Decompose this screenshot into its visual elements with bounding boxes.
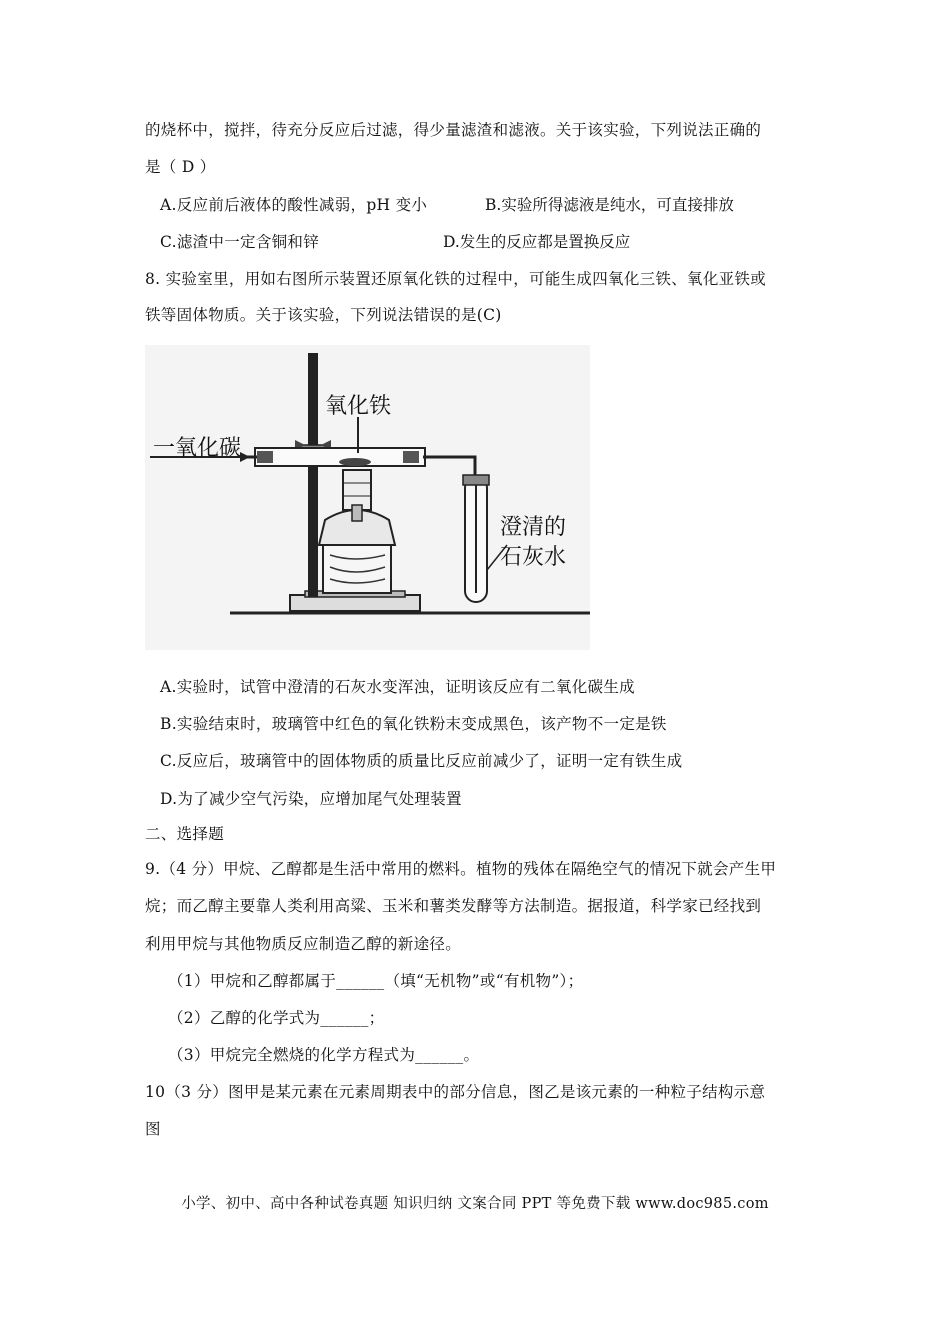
q9-subquestion-2: （2）乙醇的化学式为______； bbox=[168, 1009, 385, 1027]
q8-option-d: D.为了减少空气污染，应增加尾气处理装置 bbox=[160, 790, 462, 808]
label-limewater-line2: 石灰水 bbox=[500, 545, 567, 570]
q8-option-c: C.反应后，玻璃管中的固体物质的质量比反应前减少了，证明一定有铁生成 bbox=[160, 752, 683, 770]
q8-stem-line2: 铁等固体物质。关于该实验，下列说法错误的是(C) bbox=[145, 306, 502, 324]
q7-option-d: D.发生的反应都是置换反应 bbox=[443, 233, 631, 251]
q9-subquestion-3: （3）甲烷完全燃烧的化学方程式为______。 bbox=[168, 1046, 480, 1064]
q7-stem-line1: 的烧杯中，搅拌，待充分反应后过滤，得少量滤渣和滤液。关于该实验，下列说法正确的 bbox=[145, 121, 762, 139]
label-iron-oxide: 氧化铁 bbox=[325, 394, 392, 419]
q9-stem-line3: 利用甲烷与其他物质反应制造乙醇的新途径。 bbox=[145, 935, 462, 953]
q8-stem-line1: 8. 实验室里，用如右图所示装置还原氧化铁的过程中，可能生成四氧化三铁、氧化亚铁或 bbox=[145, 270, 767, 288]
q10-stem-line2: 图 bbox=[145, 1120, 161, 1138]
q9-stem-line2: 烷；而乙醇主要靠人类利用高粱、玉米和薯类发酵等方法制造。据报道，科学家已经找到 bbox=[145, 897, 762, 915]
q7-option-c: C.滤渣中一定含铜和锌 bbox=[160, 233, 320, 251]
label-carbon-monoxide: 一氧化碳 bbox=[153, 436, 242, 461]
q9-subquestion-1: （1）甲烷和乙醇都属于______（填“无机物”或“有机物”）； bbox=[168, 972, 584, 990]
label-limewater-line1: 澄清的 bbox=[500, 515, 567, 540]
q9-stem-line1: 9.（4 分）甲烷、乙醇都是生活中常用的燃料。植物的残体在隔绝空气的情况下就会产生甲 bbox=[145, 860, 777, 878]
q7-option-b: B.实验所得滤液是纯水，可直接排放 bbox=[485, 196, 734, 214]
q8-option-b: B.实验结束时，玻璃管中红色的氧化铁粉末变成黑色，该产物不一定是铁 bbox=[160, 715, 667, 733]
q10-stem-line1: 10（3 分）图甲是某元素在元素周期表中的部分信息，图乙是该元素的一种粒子结构示意 bbox=[145, 1083, 766, 1101]
q7-stem-line2: 是（ D ） bbox=[145, 158, 216, 176]
q8-option-a: A.实验时，试管中澄清的石灰水变浑浊，证明该反应有二氧化碳生成 bbox=[160, 678, 635, 696]
section-heading: 二、选择题 bbox=[145, 825, 225, 843]
apparatus-figure bbox=[145, 345, 590, 650]
page-footer: 小学、初中、高中各种试卷真题 知识归纳 文案合同 PPT 等免费下载 www.doc985.com bbox=[181, 1196, 769, 1212]
q7-option-a: A.反应前后液体的酸性减弱，pH 变小 bbox=[160, 196, 428, 214]
